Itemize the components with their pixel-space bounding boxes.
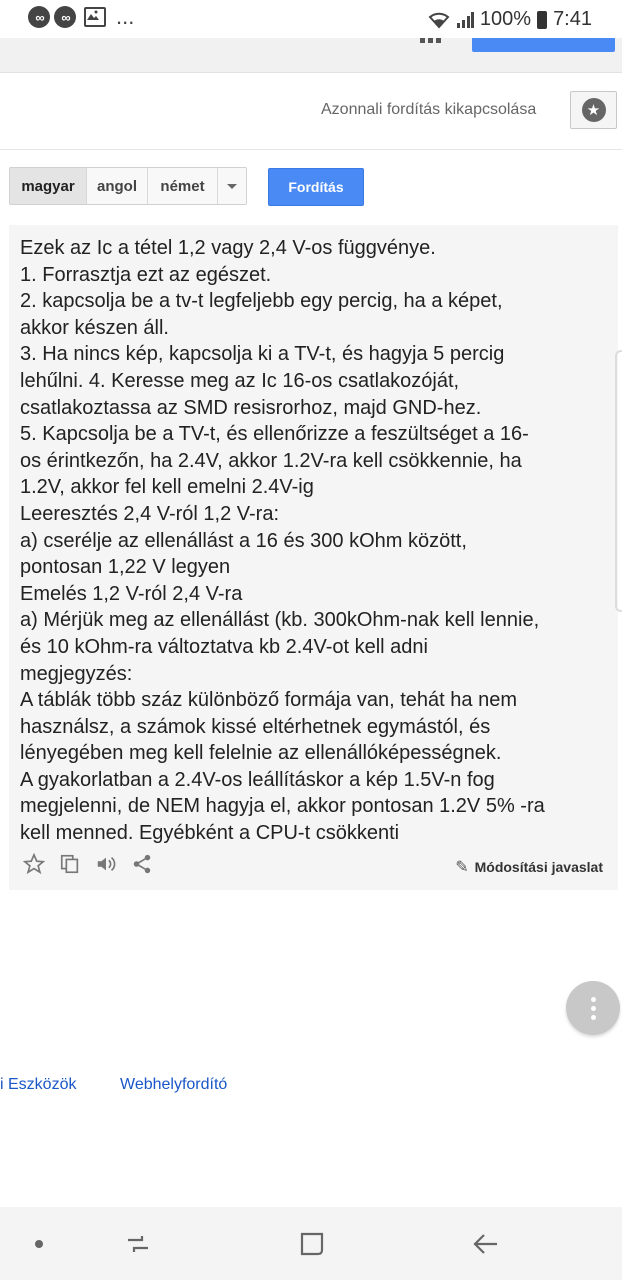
translation-line: 3. Ha nincs kép, kapcsolja ki a TV-t, és hagyja 5 percig	[20, 343, 505, 366]
translation-result	[9, 225, 618, 890]
speaker-icon[interactable]	[94, 852, 118, 876]
translation-text	[20, 235, 612, 847]
image-icon	[84, 7, 106, 27]
language-dropdown-button[interactable]	[218, 168, 246, 204]
suggest-edit-label: Módosítási javaslat	[474, 859, 603, 875]
home-icon[interactable]	[297, 1229, 327, 1259]
translation-line: a) Mérjük meg az ellenállást (kb. 300kOhm-nak kell lennie,	[20, 609, 540, 632]
pencil-icon: ✎	[455, 859, 469, 876]
translation-line: Ezek az Ic a tétel 1,2 vagy 2,4 V-os függvénye.	[20, 237, 436, 259]
translation-line: os érintkezőn, ha 2.4V, akkor 1.2V-ra kell csökkennie, ha	[20, 449, 522, 472]
dot-icon[interactable]	[24, 1229, 54, 1259]
instant-translation-toggle[interactable]: Azonnali fordítás kikapcsolása	[321, 101, 537, 118]
translation-line: kell menned. Egyébként a CPU-t csökkenti	[20, 822, 400, 845]
translation-line: megjelenni, de NEM hagyja el, akkor pontosan 1.2V 5% -ra	[20, 795, 545, 818]
system-nav-bar	[0, 1207, 622, 1280]
translation-line: 5. Kapcsolja be a TV-t, és ellenőrizze a feszültséget a 16-	[20, 423, 529, 446]
translation-line: a) cserélje az ellenállást a 16 és 300 kOhm között,	[20, 529, 467, 552]
star-outline-icon[interactable]	[22, 852, 46, 876]
wifi-icon	[428, 11, 450, 29]
translation-line: A táblák több száz különböző formája van, tehát ha nem	[20, 689, 517, 712]
infinity-icon: ∞	[28, 6, 50, 28]
translation-line: 1. Forrasztja ezt az egészet.	[20, 263, 272, 286]
more-options-button[interactable]	[566, 981, 620, 1035]
star-icon: ★	[582, 98, 606, 122]
edge-panel-handle[interactable]	[615, 350, 622, 612]
language-tab-magyar[interactable]: magyar	[10, 168, 87, 204]
instant-translation-row	[0, 73, 622, 150]
translation-line: A gyakorlatban a 2.4V-os leállításkor a kép 1.5V-n fog	[20, 768, 495, 791]
translation-line: csatlakoztassa az SMD resisrorhoz, majd GND-hez.	[20, 396, 482, 419]
chevron-down-icon	[227, 184, 237, 189]
translation-line: akkor készen áll.	[20, 316, 169, 339]
translate-button[interactable]: Fordítás	[268, 168, 364, 206]
suggest-edit-button[interactable]	[455, 857, 603, 877]
translation-line: használsz, a számok kissé eltérhetnek egymástól, és	[20, 715, 491, 738]
signal-icon	[456, 12, 474, 28]
recents-icon[interactable]	[123, 1229, 153, 1259]
language-tab-nemet[interactable]: német	[148, 168, 218, 204]
status-bar	[0, 0, 622, 38]
language-selector	[9, 167, 247, 205]
language-tab-angol[interactable]: angol	[87, 168, 148, 204]
translation-line: 1.2V, akkor fel kell emelni 2.4V-ig	[20, 476, 314, 499]
clock-time: 7:41	[553, 8, 592, 30]
translation-line: 2. kapcsolja be a tv-t legfeljebb egy percig, ha a képet,	[20, 290, 503, 313]
translation-line: Leeresztés 2,4 V-ról 1,2 V-ra:	[20, 502, 280, 525]
translation-line: lehűlni. 4. Keresse meg az Ic 16-os csatlakozóját,	[20, 369, 460, 392]
more-notifications-indicator: ...	[116, 4, 135, 29]
battery-icon	[537, 11, 547, 29]
battery-percent: 100%	[479, 8, 532, 30]
sign-in-button[interactable]	[472, 38, 615, 52]
translation-line: megjegyzés:	[20, 662, 133, 685]
translation-line: Emelés 1,2 V-ról 2,4 V-ra	[20, 582, 243, 605]
header-strip	[0, 38, 622, 73]
tools-link[interactable]: i Eszközök	[0, 1076, 77, 1093]
back-icon[interactable]	[470, 1229, 500, 1259]
copy-icon[interactable]	[58, 852, 82, 876]
translation-line: pontosan 1,22 V legyen	[20, 556, 231, 579]
saved-translations-button[interactable]	[570, 91, 617, 129]
apps-grid-icon[interactable]	[420, 38, 442, 46]
result-toolbar	[22, 852, 154, 876]
share-icon[interactable]	[130, 852, 154, 876]
translation-line: lényegében meg kell felelnie az ellenállóképességnek.	[20, 742, 502, 765]
infinity-icon: ∞	[54, 6, 76, 28]
website-translator-link[interactable]: Webhelyfordító	[120, 1076, 228, 1093]
more-vert-icon	[591, 997, 596, 1002]
translation-line: és 10 kOhm-ra változtatva kb 2.4V-ot kell adni	[20, 635, 428, 658]
